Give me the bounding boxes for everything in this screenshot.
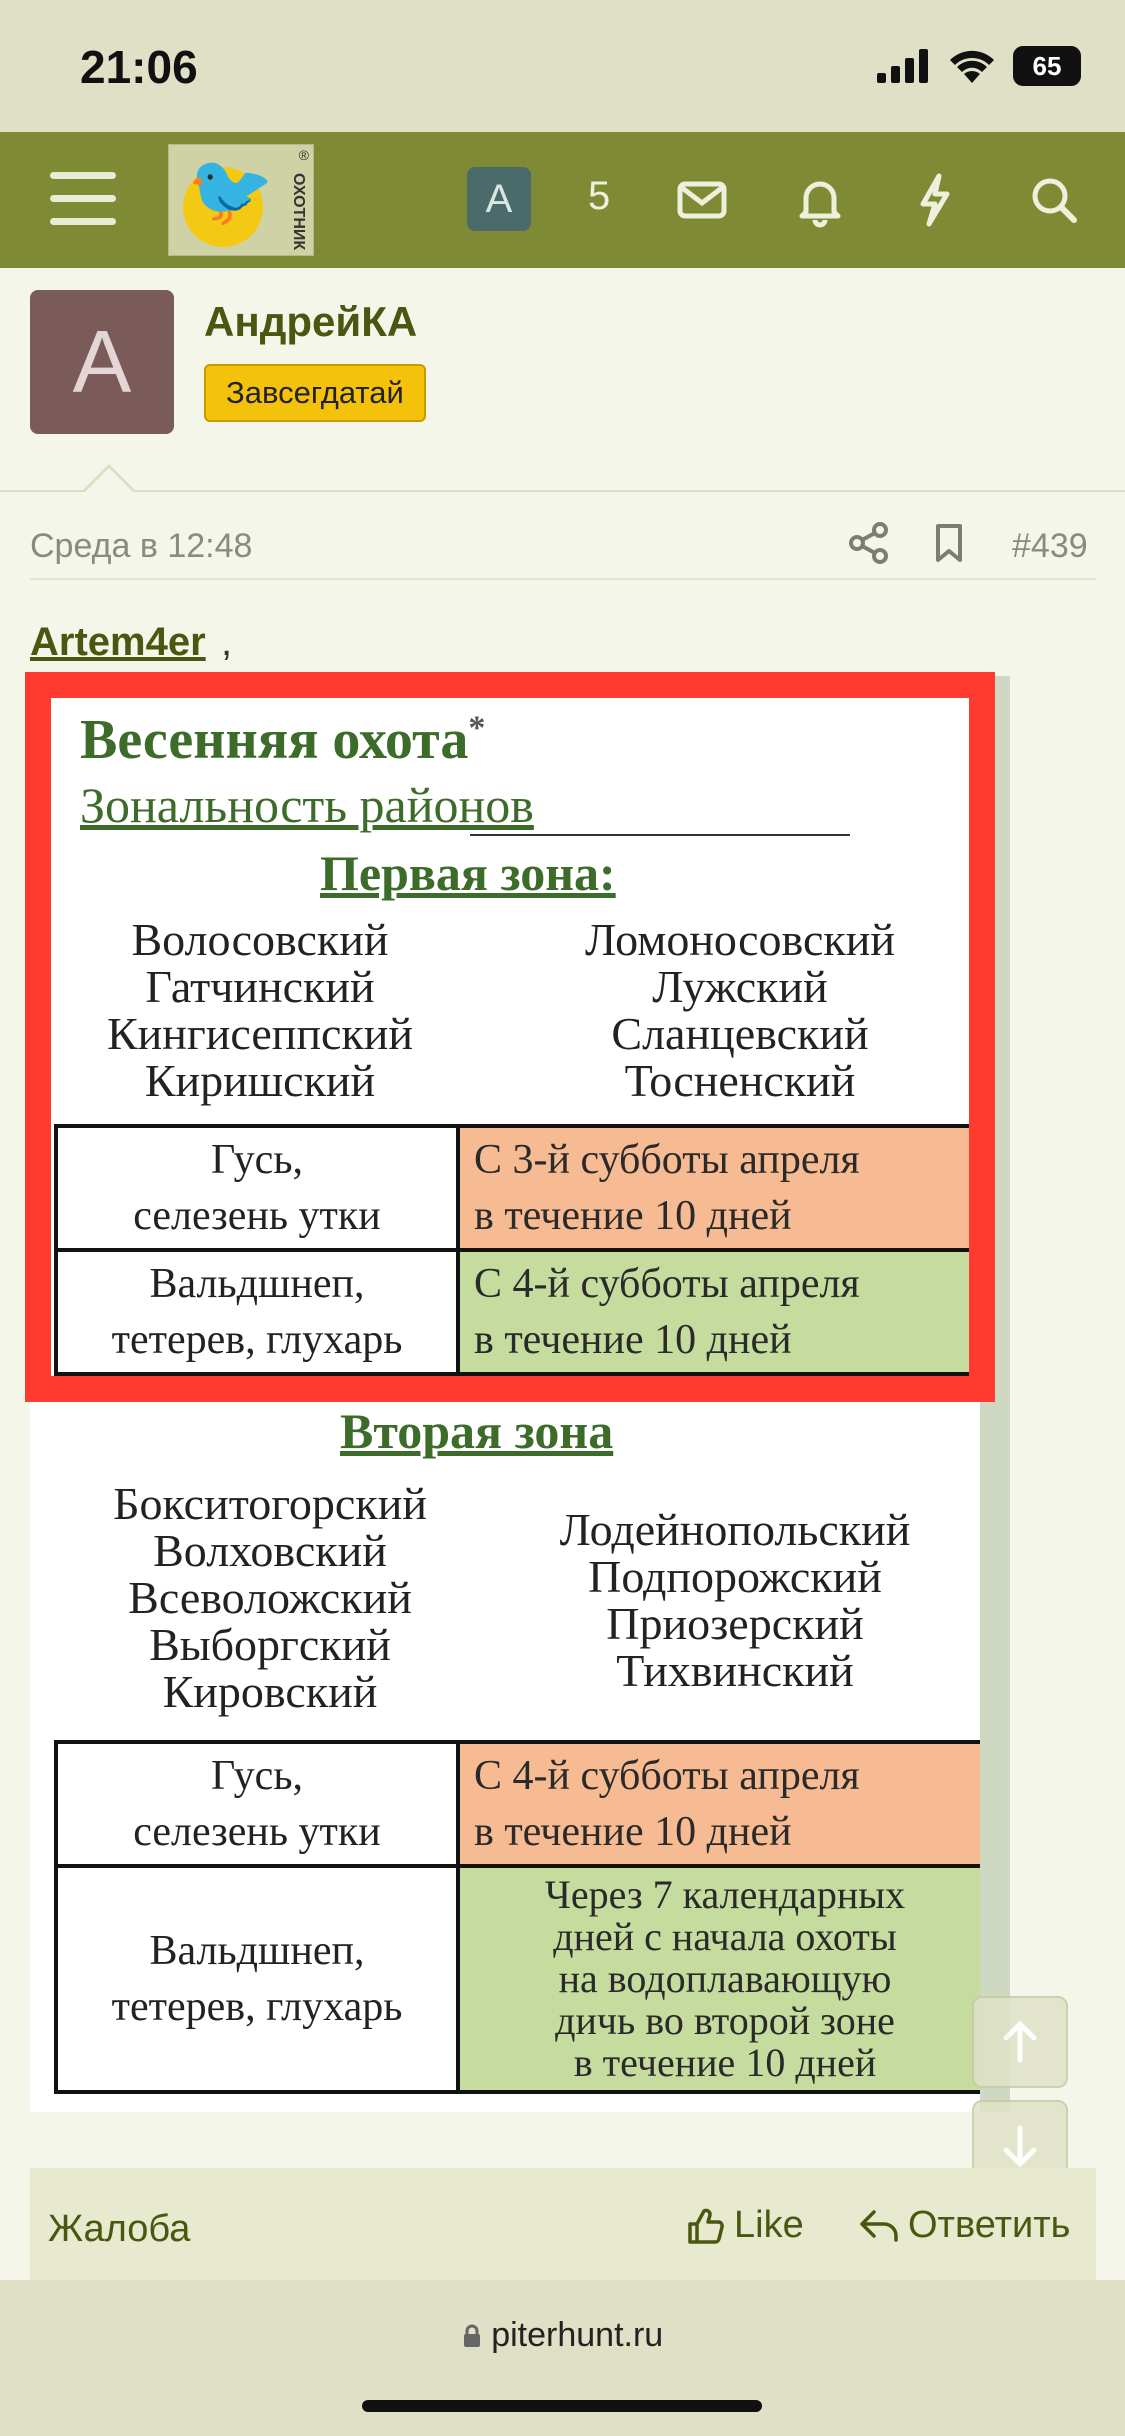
bookmark-icon[interactable] [926,520,972,566]
status-bar [0,0,1125,132]
game-cell: Гусь, селезень утки [56,1126,458,1250]
zone2-heading: Вторая зона [340,1403,614,1459]
author-avatar[interactable]: A [30,290,174,434]
report-link[interactable]: Жалоба [48,2208,191,2250]
user-avatar[interactable]: A [467,167,531,231]
reply-label: Ответить [908,2204,1071,2246]
url-field[interactable] [0,2316,1125,2355]
image-title: Весенняя охота* [80,709,486,771]
reply-button[interactable] [858,2204,1070,2247]
lock-icon [462,2324,482,2348]
user-title-badge: Завсегдатай [204,364,426,422]
zone2-districts-right: Лодейнопольский Подпорожский Приозерский Тихвинский [559,1504,911,1696]
url-text: piterhunt.ru [491,2316,664,2354]
top-nav-bar [0,132,1125,268]
post-date[interactable]: Среда в 12:48 [30,527,253,565]
bolt-icon[interactable] [905,170,965,230]
bell-icon[interactable] [790,170,850,230]
battery-icon: 65 [1013,46,1081,86]
period-cell: С 4-й субботы апреля в течение 10 дней [458,1742,992,1866]
game-cell: Вальдшнеп, тетерев, глухарь [56,1250,458,1374]
site-logo[interactable]: 🐦 ОХОТНИК ® [168,144,314,256]
status-icons [877,46,1081,86]
arrow-up-icon [974,1998,1066,2086]
zone1-districts-right: Ломоносовский Лужский Сланцевский Тосненский [585,914,895,1106]
table-row [56,1742,992,1866]
table-row [56,1866,992,2092]
period-cell: С 4-й субботы апреля в течение 10 дней [458,1250,988,1374]
zone2-schedule-table [54,1740,994,2094]
divider [0,490,1125,492]
period-cell: Через 7 календарных дней с начала охоты на водоплавающую дичь во второй зоне в течение 10 дней [458,1866,992,2092]
mention-comma: , [221,620,233,664]
image-subtitle: Зональность районов [80,777,534,833]
notification-count[interactable]: 5 [588,174,611,218]
thumbs-up-icon [686,2206,726,2246]
browser-url-bar[interactable] [0,2280,1125,2436]
zone1-heading: Первая зона: [320,845,616,901]
period-cell: С 3-й субботы апреля в течение 10 дней [458,1126,988,1250]
zone1-districts-left: Волосовский Гатчинский Кингисеппский Киришский [106,914,414,1106]
scroll-up-button[interactable] [972,1996,1068,2088]
game-cell: Гусь, селезень утки [56,1742,458,1866]
like-button[interactable] [686,2204,804,2247]
reply-icon [858,2206,900,2246]
highlight-box [25,672,995,1402]
share-icon[interactable] [846,520,892,566]
mail-icon[interactable] [672,170,732,230]
post-number[interactable]: #439 [1012,527,1088,565]
post-actions-bar [30,2168,1096,2280]
menu-icon[interactable] [50,172,116,228]
author-name[interactable]: АндрейКА [204,298,418,345]
user-mention-link[interactable]: Artem4er [30,620,206,664]
post-author [0,268,1125,490]
search-icon[interactable] [1024,170,1084,230]
zone2-districts-left: Бокситогорский Волховский Всеволожский Выборгский Кировский [113,1478,427,1717]
signal-icon [877,49,931,83]
game-cell: Вальдшнеп, тетерев, глухарь [56,1866,458,2092]
like-label: Like [734,2204,804,2246]
wifi-icon [949,49,995,83]
home-indicator[interactable] [362,2400,762,2412]
status-time: 21:06 [80,41,198,93]
